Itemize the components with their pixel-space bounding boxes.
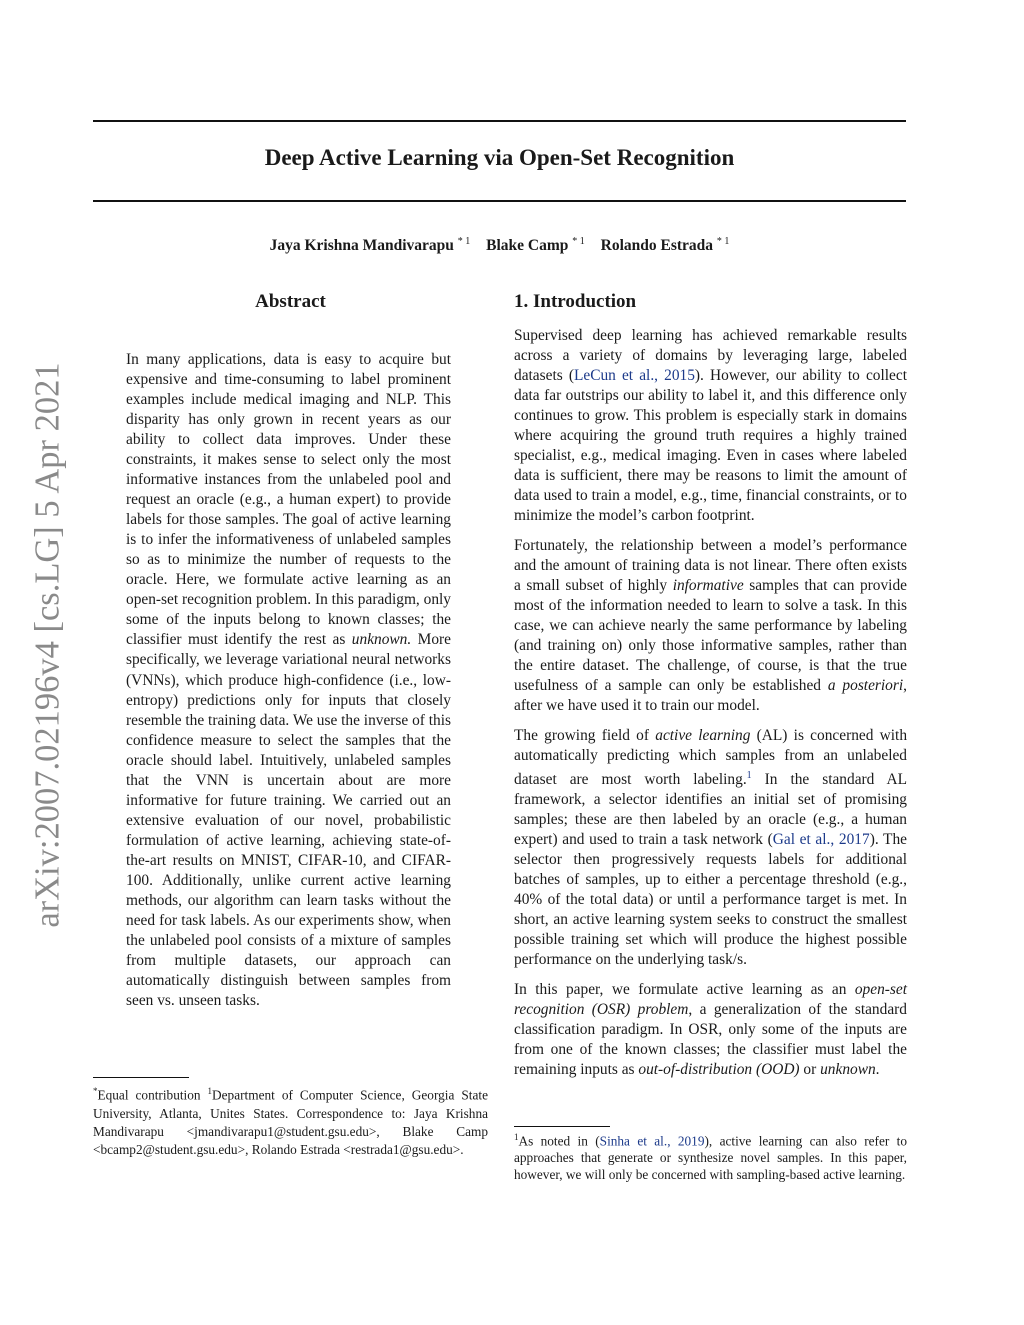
- footnote-link[interactable]: 1: [746, 769, 752, 781]
- author: [270, 237, 471, 254]
- footnote-text: As noted in (: [518, 1133, 600, 1149]
- footnote-rule: [93, 1077, 189, 1078]
- introduction-body: [514, 326, 907, 1090]
- author-name: Blake Camp: [486, 237, 569, 255]
- footnote-text: Department of Computer Science, Georgia State University, Atlanta, Unites States. Correspondence to: Jaya Krishna Mandivarapu <jmandivarapu1@student.gsu.edu>, Blake Camp <bcamp2@student.gsu.edu>, Rolando Estrada <restrada1@gsu.edu>.: [93, 1087, 488, 1158]
- footnote-rule: [514, 1126, 610, 1127]
- footnote-active-learning: [514, 1129, 907, 1183]
- emphasis: informative: [672, 576, 744, 594]
- emphasis: unknown: [820, 1061, 876, 1078]
- paragraph: [514, 536, 907, 716]
- emphasis: active learning: [655, 726, 751, 744]
- footnote-mark: 1: [207, 1086, 213, 1096]
- abstract-emphasis: unknown.: [351, 631, 412, 649]
- paragraph-text: (AL) is concerned with automatically predicting which samples from an unlabeled dataset are most worth labeling.: [514, 726, 908, 788]
- paragraph-text: .: [875, 1061, 880, 1078]
- footnote-mark: *: [93, 1086, 98, 1096]
- paragraph: [514, 980, 907, 1080]
- introduction-heading: 1. Introduction: [514, 291, 637, 312]
- author-name: Jaya Krishna Mandivarapu: [269, 237, 454, 255]
- paragraph: [514, 326, 907, 526]
- abstract-text: More specifically, we leverage variational neural networks (VNNs), which produce high-confidence (i.e., low-entropy) predictions only for inputs that closely resemble the training data. We use the inverse of this confidence measure to select the samples that the oracle should label. Intuitively, unlabeled samples that the VNN is uncertain about are more informative for future training. We carried out an extensive evaluation of our novel, probabilistic formulation of active learning, achieving state-of-the-art results on MNIST, CIFAR-10, and CIFAR-100. Additionally, unlike current active learning methods, our algorithm can learn tasks without the need for task labels. As our experiments show, when the unlabeled pool consists of a mixture of samples from multiple datasets, our approach can automatically distinguish between samples from seen vs. unseen tasks.: [126, 631, 451, 1009]
- author-affiliation-mark: * 1: [572, 236, 585, 247]
- paragraph-text: Fortunately, the relationship between a model’s performance and the amount of training data is not linear. There often exists a small subset of highly: [514, 536, 907, 594]
- paragraph: [514, 726, 907, 971]
- footnote-text: Equal contribution: [97, 1087, 208, 1103]
- abstract-body: [126, 350, 451, 1011]
- paragraph-text: In the standard AL framework, a selector identifies an initial set of promising samples; these are then labeled by an oracle (e.g., a human expert) and used to train a task network (: [514, 770, 907, 849]
- abstract-text: In many applications, data is easy to acquire but expensive and time-consuming to label prominent examples include medical imaging and NLP. This disparity has only grown in recent years as our ability to collect data improves. Under these constraints, it makes sense to select only the most informative instances from the unlabeled pool and request an oracle (e.g., a human expert) to provide labels for those samples. The goal of active learning is to infer the informativeness of unlabeled samples so as to minimize the number of requests to the oracle. Here, we formulate active learning as an open-set recognition problem. In this paradigm, only some of the inputs belong to known classes; the classifier must identify the rest as: [126, 351, 451, 649]
- author-name: Rolando Estrada: [600, 237, 714, 255]
- affiliation-footnote: [93, 1082, 488, 1160]
- paragraph-text: or: [799, 1061, 821, 1078]
- footnote-mark: 1: [514, 1132, 519, 1142]
- title-rule-bottom: [93, 200, 906, 202]
- citation-link[interactable]: Sinha et al., 2019: [599, 1133, 705, 1149]
- footnote-text: ), active learning can also refer to approaches that generate or synthesize novel samples. In this paper, however, we will only be concerned with sampling-based active learning.: [514, 1133, 908, 1183]
- citation-link[interactable]: LeCun et al., 2015: [573, 367, 695, 385]
- abstract-heading: Abstract: [255, 291, 326, 312]
- author-list: [93, 236, 906, 255]
- citation-link[interactable]: Gal et al., 2017: [772, 831, 870, 849]
- paragraph-text: , after we have used it to train our model.: [514, 677, 908, 715]
- author-affiliation-mark: * 1: [716, 236, 730, 247]
- paragraph-text: The growing field of: [514, 726, 656, 744]
- author: [486, 237, 585, 254]
- emphasis: a posteriori: [827, 677, 904, 695]
- paragraph-text: ). The selector then progressively requests labels for additional batches of samples, up to either a percentage threshold (e.g., 40% of the total data) or until a performance target is met. In short, an active learning system seeks to construct the smallest possible training set which will produce the highest possible performance on the underlying task/s.: [514, 831, 907, 969]
- emphasis: out-of-distribution (OOD): [638, 1061, 800, 1078]
- author-affiliation-mark: * 1: [457, 236, 471, 247]
- author: [601, 237, 730, 254]
- paragraph-text: In this paper, we formulate active learning as an: [514, 980, 855, 998]
- paper-title: Deep Active Learning via Open-Set Recognition: [264, 145, 735, 170]
- paragraph-text: ). However, our ability to collect data far outstrips our ability to label it, and this difference only continues to grow. This problem is especially stark in domains where acquiring the ground truth requires a highly trained specialist, e.g., medical imaging. Even in cases where labeled data is sufficient, there may be reasons to limit the amount of data used to train a model, e.g., time, financial constraints, or to minimize the model’s carbon footprint.: [514, 367, 907, 525]
- paragraph-text: Supervised deep learning has achieved remarkable results across a variety of domains by leveraging large, labeled datasets (: [514, 327, 907, 385]
- emphasis: open-set recognition (OSR) problem: [514, 980, 907, 1018]
- paragraph-text: samples that can provide most of the information needed to learn to solve a task. In this case, we can achieve nearly the same performance by labeling (and training on) only those informative samples, rather than the entire dataset. The challenge, of course, is that the true usefulness of a sample can only be established: [514, 576, 907, 695]
- paragraph-text: , a generalization of the standard classification paradigm. In OSR, only some of the inputs are from one of the known classes; the classifier must label the remaining inputs as: [514, 1000, 907, 1078]
- arxiv-identifier-stamp: arXiv:2007.02196v4 [cs.LG] 5 Apr 2021: [28, 362, 67, 928]
- title-rule-top: [93, 120, 906, 122]
